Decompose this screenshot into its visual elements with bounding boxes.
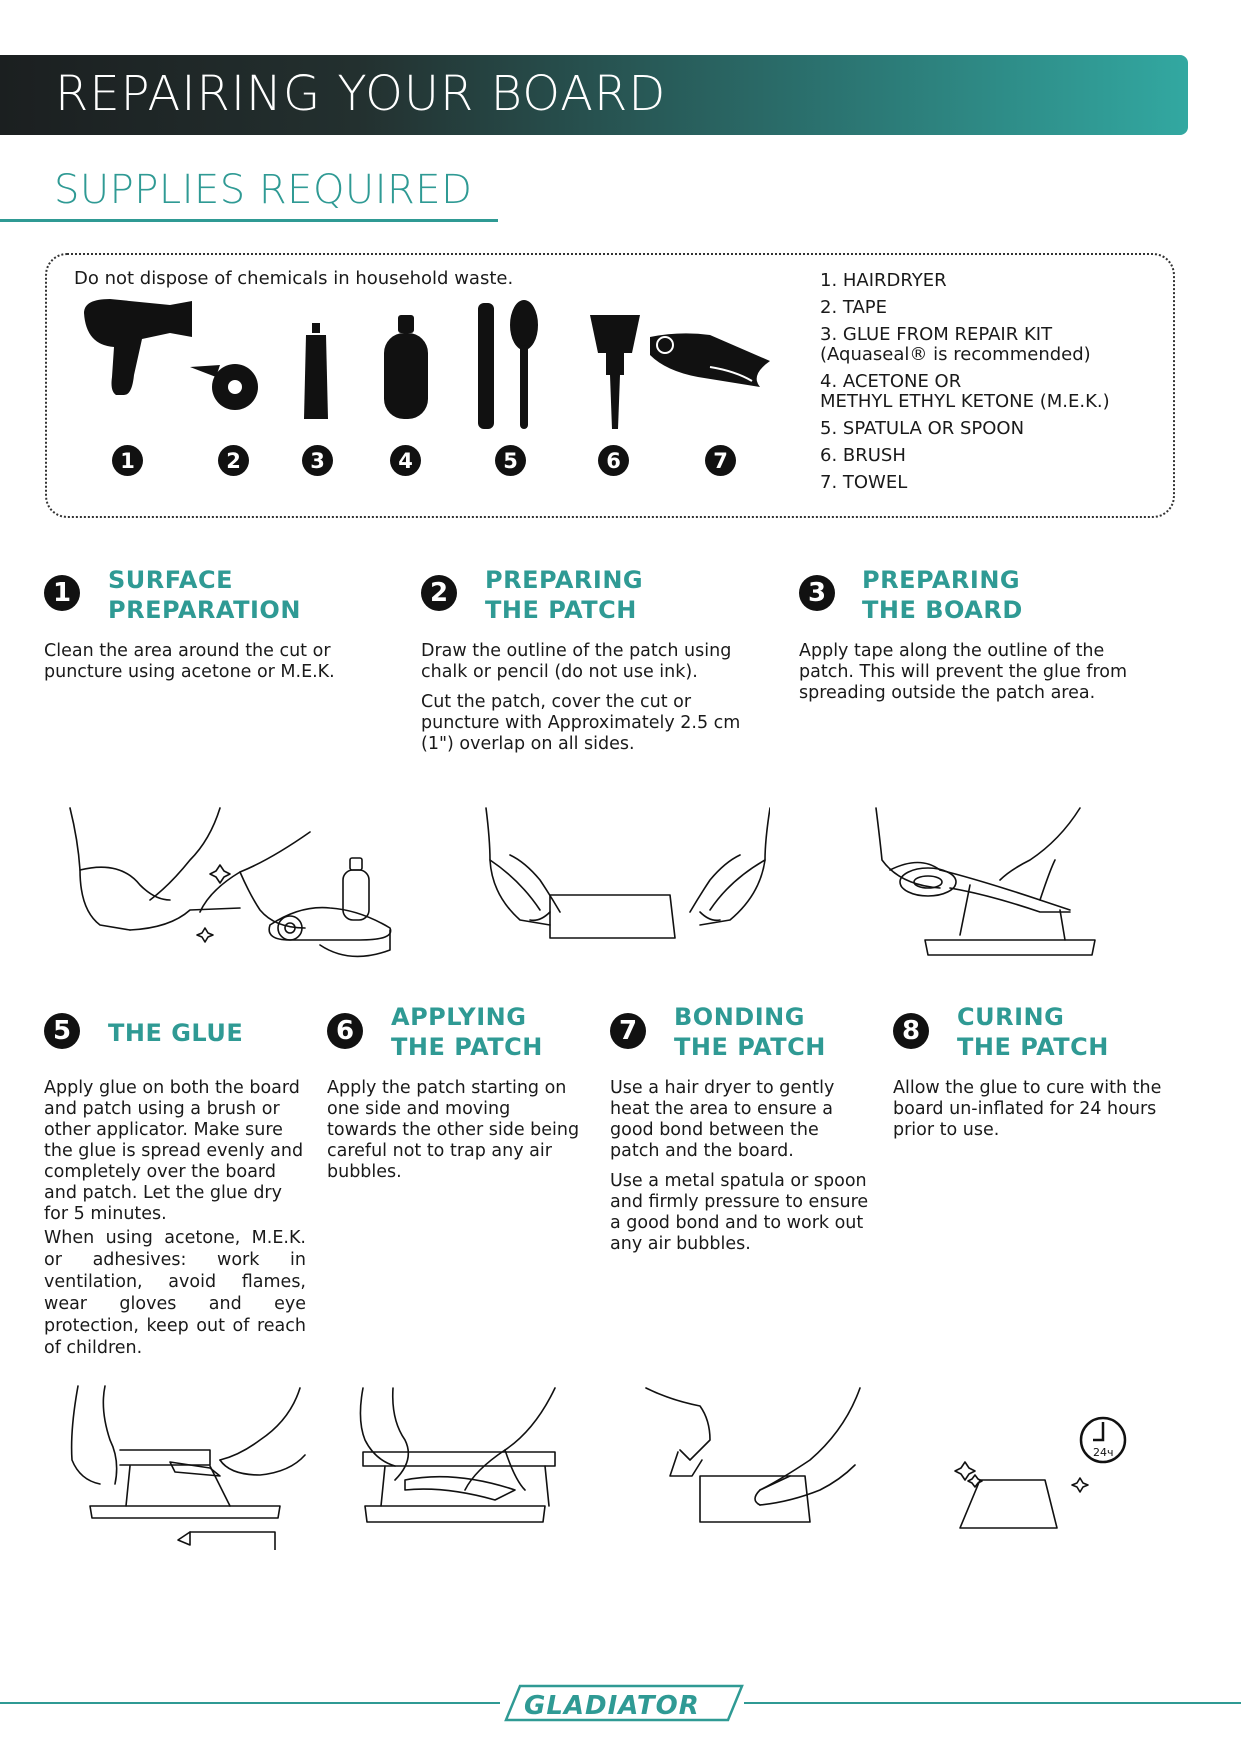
supply-item: 5. SPATULA OR SPOON — [820, 418, 1025, 439]
supply-number-5: 5 — [495, 445, 526, 476]
illustration-preparing-patch — [480, 800, 770, 970]
supply-number-4: 4 — [390, 445, 421, 476]
brand-logo — [496, 1680, 746, 1726]
step-3-title: PREPARING THE BOARD — [862, 566, 1023, 624]
supply-item: 3. GLUE FROM REPAIR KIT (Aquaseal® is recommended) — [820, 324, 1091, 365]
footer-rule-left — [0, 1702, 500, 1704]
towel-icon — [650, 333, 770, 387]
step-5-text: Apply glue on both the board and patch using a brush or other applicator. Make sure the glue is spread evenly and completely over the board and patch. Let the glue dry for 5 minutes. When using acetone, M.E.K. or adhesives: work in ventilation, avoid flames, wear gloves and eye protection, keep out of reach of children. — [44, 1078, 306, 1358]
supply-item: 6. BRUSH — [820, 445, 906, 466]
supplies-icons — [70, 295, 790, 445]
illustration-curing-patch — [935, 1410, 1135, 1540]
illustration-bonding-patch — [640, 1380, 870, 1550]
supply-item: 1. HAIRDRYER — [820, 270, 947, 291]
step-6-title: APPLYING THE PATCH — [391, 1003, 543, 1061]
supply-item: 2. TAPE — [820, 297, 888, 318]
supplies-title: SUPPLIES REQUIRED — [54, 167, 473, 213]
step-1-number: 1 — [44, 575, 80, 611]
step-2-title: PREPARING THE PATCH — [485, 566, 644, 624]
disposal-note: Do not dispose of chemicals in household waste. — [74, 268, 514, 289]
step-8-text: Allow the glue to cure with the board un-inflated for 24 hours prior to use. — [893, 1078, 1162, 1140]
step-8-title: CURING THE PATCH — [957, 1003, 1109, 1061]
supply-item: 4. ACETONE OR METHYL ETHYL KETONE (M.E.K.) — [820, 371, 1110, 412]
clock-label: 24ч — [1093, 1446, 1114, 1459]
step-7-number: 7 — [610, 1013, 646, 1049]
footer-rule-right — [744, 1702, 1241, 1704]
glue-tube-icon — [304, 323, 328, 419]
supply-number-6: 6 — [598, 445, 629, 476]
step-5-number: 5 — [44, 1013, 80, 1049]
supply-number-3: 3 — [302, 445, 333, 476]
step-2-number: 2 — [421, 575, 457, 611]
step-2-text: Draw the outline of the patch using chalk or pencil (do not use ink). Cut the patch, cover the cut or puncture with Approximately 2.5 cm (1") overlap on all sides. — [421, 641, 741, 754]
acetone-bottle-icon — [384, 315, 428, 419]
supply-number-7: 7 — [705, 445, 736, 476]
step-3-text: Apply tape along the outline of the patch. This will prevent the glue from spreading outside the patch area. — [799, 641, 1128, 703]
page-title: REPAIRING YOUR BOARD — [55, 66, 667, 122]
supplies-title-rule — [0, 219, 498, 222]
step-6-number: 6 — [327, 1013, 363, 1049]
step-8-number: 8 — [893, 1013, 929, 1049]
step-7-text: Use a hair dryer to gently heat the area to ensure a good bond between the patch and the board. Use a metal spatula or spoon and firmly pressure to ensure a good bond and to work out any air bubbles. — [610, 1078, 869, 1254]
hairdryer-icon — [84, 299, 192, 395]
step-1-title: SURFACE PREPARATION — [108, 566, 301, 624]
illustration-preparing-board — [870, 800, 1100, 970]
brand-name: GLADIATOR — [524, 1691, 700, 1721]
supplies-list — [820, 271, 1110, 500]
illustration-glue — [60, 1380, 310, 1550]
illustration-applying-patch — [355, 1380, 565, 1550]
step-3-number: 3 — [799, 575, 835, 611]
clock-icon — [1081, 1418, 1125, 1462]
step-5-title: THE GLUE — [108, 1019, 244, 1047]
spatula-spoon-icon — [478, 300, 538, 429]
brush-icon — [590, 315, 640, 429]
tape-icon — [190, 364, 258, 410]
supply-number-1: 1 — [112, 445, 143, 476]
step-6-text: Apply the patch starting on one side and moving towards the other side being careful not to trap any air bubbles. — [327, 1078, 580, 1182]
step-1-text: Clean the area around the cut or puncture using acetone or M.E.K. — [44, 641, 335, 682]
illustration-surface-preparation — [60, 800, 410, 970]
step-7-title: BONDING THE PATCH — [674, 1003, 826, 1061]
supply-number-2: 2 — [218, 445, 249, 476]
supply-item: 7. TOWEL — [820, 472, 908, 493]
